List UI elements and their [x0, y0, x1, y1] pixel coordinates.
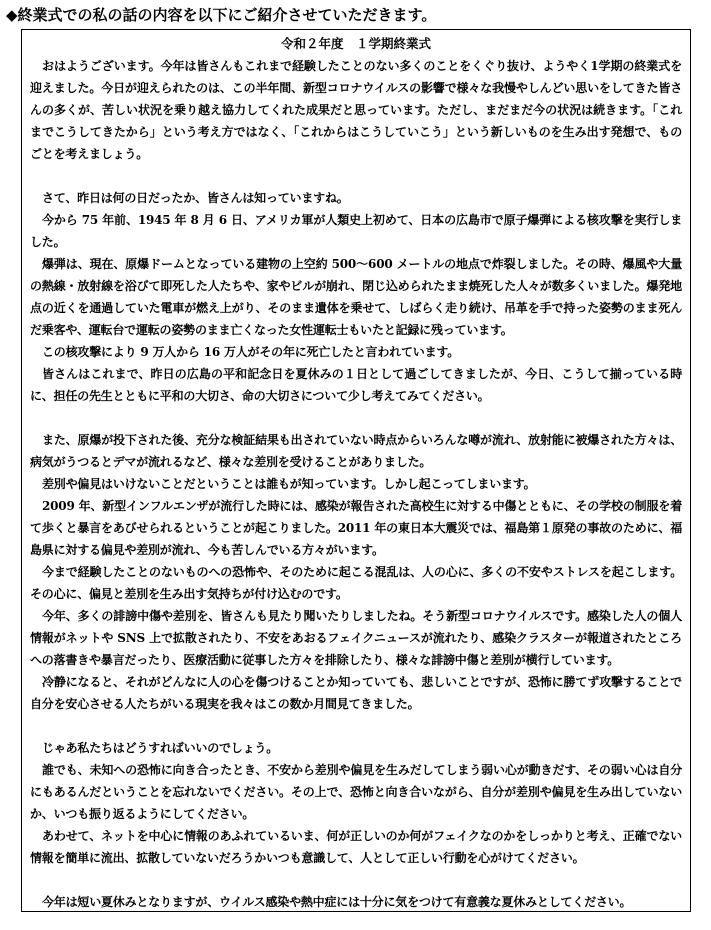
speech-paragraph: また、原爆が投下された後、充分な検証結果も出されていない時点からいろんな噂が流れ、放射能に被爆された方々は、病気がうつるとデマが流れるなど、様々な差別を受けることがありました。 [30, 433, 682, 469]
speech-paragraph: 今年は短い夏休みとなりますが、ウイルス感染や熱中症には十分に気をつけて有意義な夏休みとしてください。 [42, 895, 632, 909]
speech-paragraph: 差別や偏見はいけないことだということは誰もが知っています。しかし起こってしまいます。 [42, 477, 536, 491]
speech-paragraph: じゃあ私たちはどうすればいいのでしょう。 [42, 741, 279, 755]
blank-line [30, 165, 682, 187]
speech-paragraph: おはようございます。今年は皆さんもこれまで経験したことのない多くのことをくぐり抜け、ようやく1学期の終業式を迎えました。今日が迎えられたのは、この半年間、新型コロナウイルスの影響で様々な我慢やしんどい思いをしてきた皆さんの多くが、苦しい状況を乗り越え協力してくれた成果だと思っています。ただし、まだまだ今の状況は続きます。「これまでこうしてきたから」という考え方ではなく、「これからはこうしていこう」という新しいものを生み出す発想で、ものごとを考えましょう。 [30, 59, 682, 161]
speech-body [30, 55, 682, 912]
speech-paragraph: 誰でも、未知への恐怖に向き合ったとき、不安から差別や偏見を生みだしてしまう弱い心が動きだす、その弱い心は自分にもあるんだということを忘れないでください。その上で、恐怖と向き合いながら、自分が差別や偏見を生み出していないか、いつも振り返るようにしてください。 [30, 763, 682, 821]
blank-line [30, 715, 682, 737]
speech-paragraph: 今年、多くの誹謗中傷や差別を、皆さんも見たり聞いたりしましたね。そう新型コロナウイルスです。感染した人の個人情報がネットや SNS 上で拡散されたり、不安をあおるフェイクニュースが流れたり、感染クラスターが報道されたところへの落書きや暴言だったり、医療活動に従事した方々を排除したり、様々な誹謗中傷と差別が横行しています。 [30, 609, 682, 667]
blank-line [30, 869, 682, 891]
speech-paragraph: 今まで経験したことのないものへの恐怖や、そのために起こる混乱は、人の心に、多くの不安やストレスを起こします。その心に、偏見と差別を生み出す気持ちが付け込むのです。 [30, 565, 682, 601]
speech-title: 令和２年度 １学期終業式 [280, 36, 431, 51]
speech-paragraph: あわせて、ネットを中心に情報のあふれているいま、何が正しいのか何がフェイクなのかをしっかりと考え、正確でない情報を簡単に流出、拡散していないだろうかいつも意識して、人として正しい行動を心がけてください。 [30, 829, 682, 865]
speech-paragraph: 皆さんはこれまで、昨日の広島の平和記念日を夏休みの１日として過ごしてきましたが、今日、こうして揃っている時に、担任の先生とともに平和の大切さ、命の大切さについて少し考えてみてください。 [30, 367, 682, 403]
speech-paragraph: 今から 75 年前、1945 年 8 月 6 日、アメリカ軍が人類史上初めて、日本の広島市で原子爆弾による核攻撃を実行しました。 [30, 213, 682, 249]
speech-paragraph: 2009 年、新型インフルエンザが流行した時には、感染が報告された高校生に対する中傷とともに、その学校の制服を着て歩くと暴言をあびせられるということが起こりました。2011 年の東日本大震災では、福島第１原発の事故のために、福島県に対する偏見や差別が流れ、今も苦しんでいる方々がいます。 [30, 499, 682, 557]
speech-box [21, 29, 691, 912]
speech-paragraph: この核攻撃により 9 万人から 16 万人がその年に死亡したと言われています。 [42, 345, 460, 359]
speech-paragraph: 爆弾は、現在、原爆ドームとなっている建物の上空約 500～600 メートルの地点で炸裂しました。その時、爆風や大量の熱線・放射線を浴びて即死した人たちや、家やビルが崩れ、閉じ込められたまま焼死した人々が数多くいました。爆発地点の近くを通過していた電車が燃え上がり、そのまま遺体を乗せて、しばらく走り続け、吊革を手で持った姿勢のまま死んだ乗客や、運転台で運転の姿勢のまま亡くなった女性運転士もいたと記録に残っています。 [30, 257, 682, 337]
blank-line [30, 407, 682, 429]
speech-paragraph: さて、昨日は何の日だったか、皆さんは知っていますね。 [42, 191, 349, 205]
page-heading: ◆終業式での私の話の内容を以下にご紹介させていただきます。 [6, 6, 437, 24]
speech-paragraph: 冷静になると、それがどんなに人の心を傷つけることか知っていても、悲しいことですが、恐怖に勝てず攻撃することで自分を安心させる人たちがいる現実を我々はこの数か月間見てきました。 [30, 675, 682, 711]
